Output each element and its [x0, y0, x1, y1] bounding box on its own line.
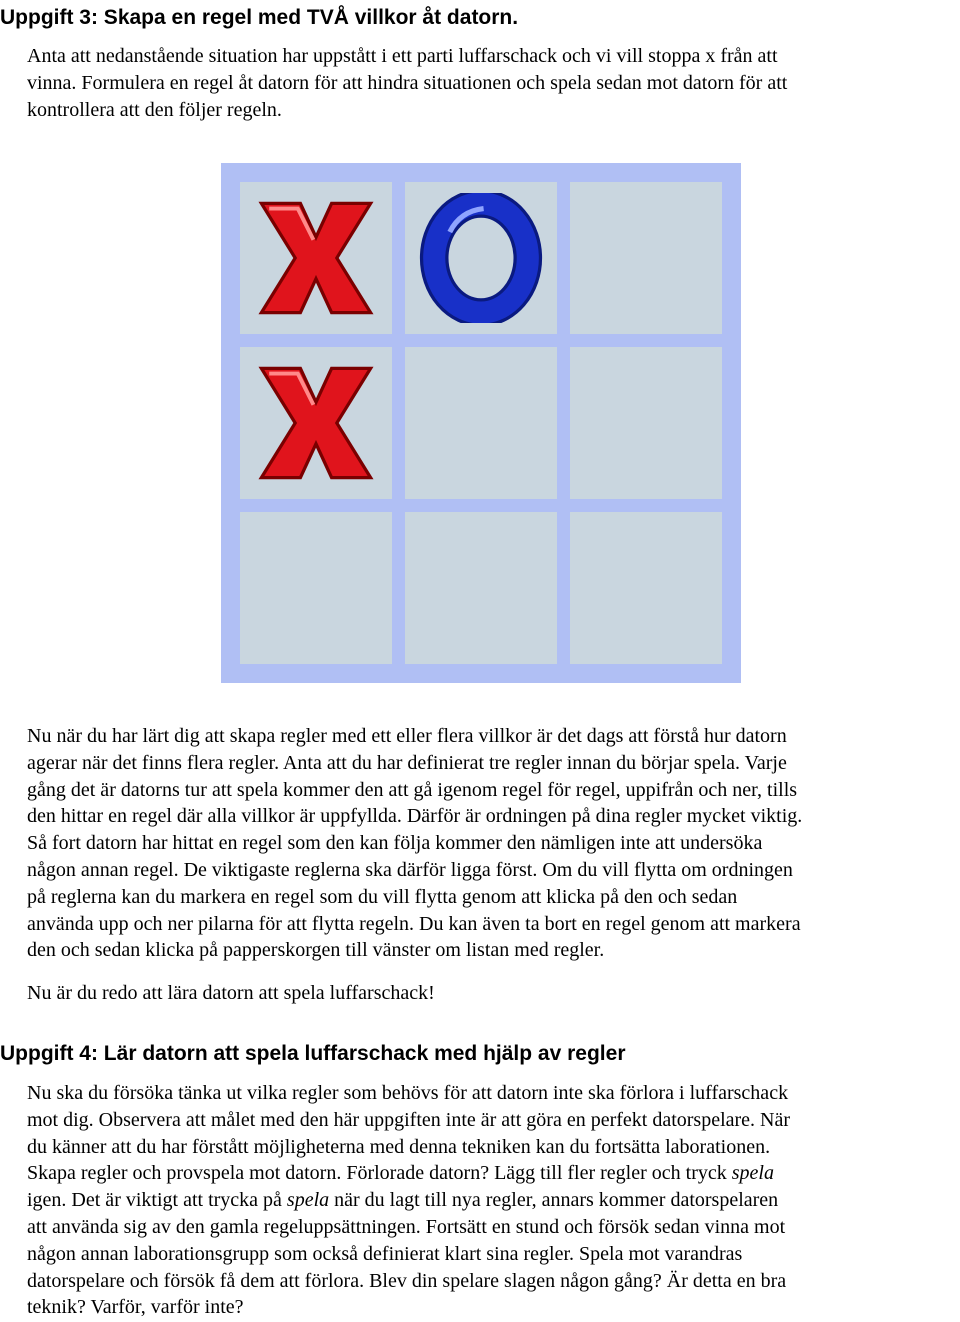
board-cell-empty [240, 512, 392, 664]
task4-body [27, 1080, 959, 1321]
board-cell-x [240, 182, 392, 334]
board-cell-empty [405, 512, 557, 664]
o-mark-icon [416, 193, 546, 323]
body-line: teknik? Varför, varför inte? [27, 1296, 244, 1319]
intro-line: Anta att nedanstående situation har uppstått i ett parti luffarschack och vi vill stoppa x från att [27, 45, 778, 67]
body-line: någon annan regel. De viktigaste reglerna ska därför ligga först. Om du vill flytta om ordningen [27, 858, 793, 881]
body-line: att använda sig av den gamla regeluppsättningen. Fortsätt en stund och försök sedan vinna mot [27, 1215, 786, 1238]
x-mark-icon [251, 358, 381, 488]
body-line: den hittar en regel där alla villkor är uppfyllda. Därför är ordningen på dina regler mycket viktig. [27, 805, 803, 828]
body-line [27, 1160, 959, 1187]
body-line: Nu ska du försöka tänka ut vilka regler som behövs för att datorn inte ska förlora i luffarschack [27, 1082, 789, 1104]
intro-line: vinna. Formulera en regel åt datorn för att hindra situationen och spela sedan mot datorn för att [27, 71, 788, 94]
closing-line: Nu är du redo att lära datorn att spela luffarschack! [27, 982, 435, 1004]
task3-body [27, 723, 959, 964]
board-cell-o [405, 182, 557, 334]
task3-closing [27, 980, 959, 1007]
emphasis-spela: spela [286, 1189, 330, 1212]
body-line: använda upp och ner pilarna för att flytta regeln. Du kan även ta bort en regel genom att markera [27, 912, 801, 935]
body-line [27, 1187, 959, 1214]
body-line: Så fort datorn har hittat en regel som den kan följa kommer den nämligen inte att undersöka [27, 832, 763, 855]
intro-line: kontrollera att den följer regeln. [27, 98, 282, 121]
board-cell-empty [570, 182, 722, 334]
body-line: på reglerna kan du markera en regel som du vill flytta genom att klicka på den och sedan [27, 885, 738, 908]
tic-tac-toe-board [221, 163, 741, 683]
emphasis-spela: spela [731, 1162, 774, 1185]
text-run: när du lagt till nya regler, annars kommer datorspelaren [329, 1189, 779, 1212]
body-line: du känner att du har förstått möjligheterna med denna tekniken kan du fortsätta laborationen. [27, 1135, 771, 1158]
task3-intro [27, 43, 959, 123]
task4-heading: Uppgift 4: Lär datorn att spela luffarschack med hjälp av regler [0, 1042, 626, 1065]
body-line: mot dig. Observera att målet med den här uppgiften inte är att göra en perfekt datorspelare. När [27, 1108, 791, 1131]
body-line: agerar när det finns flera regler. Anta att du har definierat tre regler innan du börjar spela. Varje [27, 751, 787, 774]
body-line: gång det är datorns tur att spela kommer den att gå igenom regel för regel, uppifrån och ner, tills [27, 778, 798, 801]
board-cell-x [240, 347, 392, 499]
text-run: Skapa regler och provspela mot datorn. Förlorade datorn? Lägg till fler regler och tryck [27, 1162, 732, 1185]
x-mark-icon [251, 193, 381, 323]
text-run: igen. Det är viktigt att trycka på [27, 1189, 287, 1212]
body-line: Nu när du har lärt dig att skapa regler med ett eller flera villkor är det dags att förstå hur datorn [27, 725, 787, 747]
task3-heading: Uppgift 3: Skapa en regel med TVÅ villkor åt datorn. [0, 6, 519, 29]
board-cell-empty [570, 512, 722, 664]
board-cell-empty [405, 347, 557, 499]
body-line: den och sedan klicka på papperskorgen till vänster om listan med regler. [27, 939, 605, 962]
body-line: datorspelare och försök få dem att förlora. Blev din spelare slagen någon gång? Är detta en bra [27, 1269, 787, 1292]
board-cell-empty [570, 347, 722, 499]
body-line: någon annan laborationsgrupp som också definierat klart sina regler. Spela mot varandras [27, 1242, 743, 1265]
